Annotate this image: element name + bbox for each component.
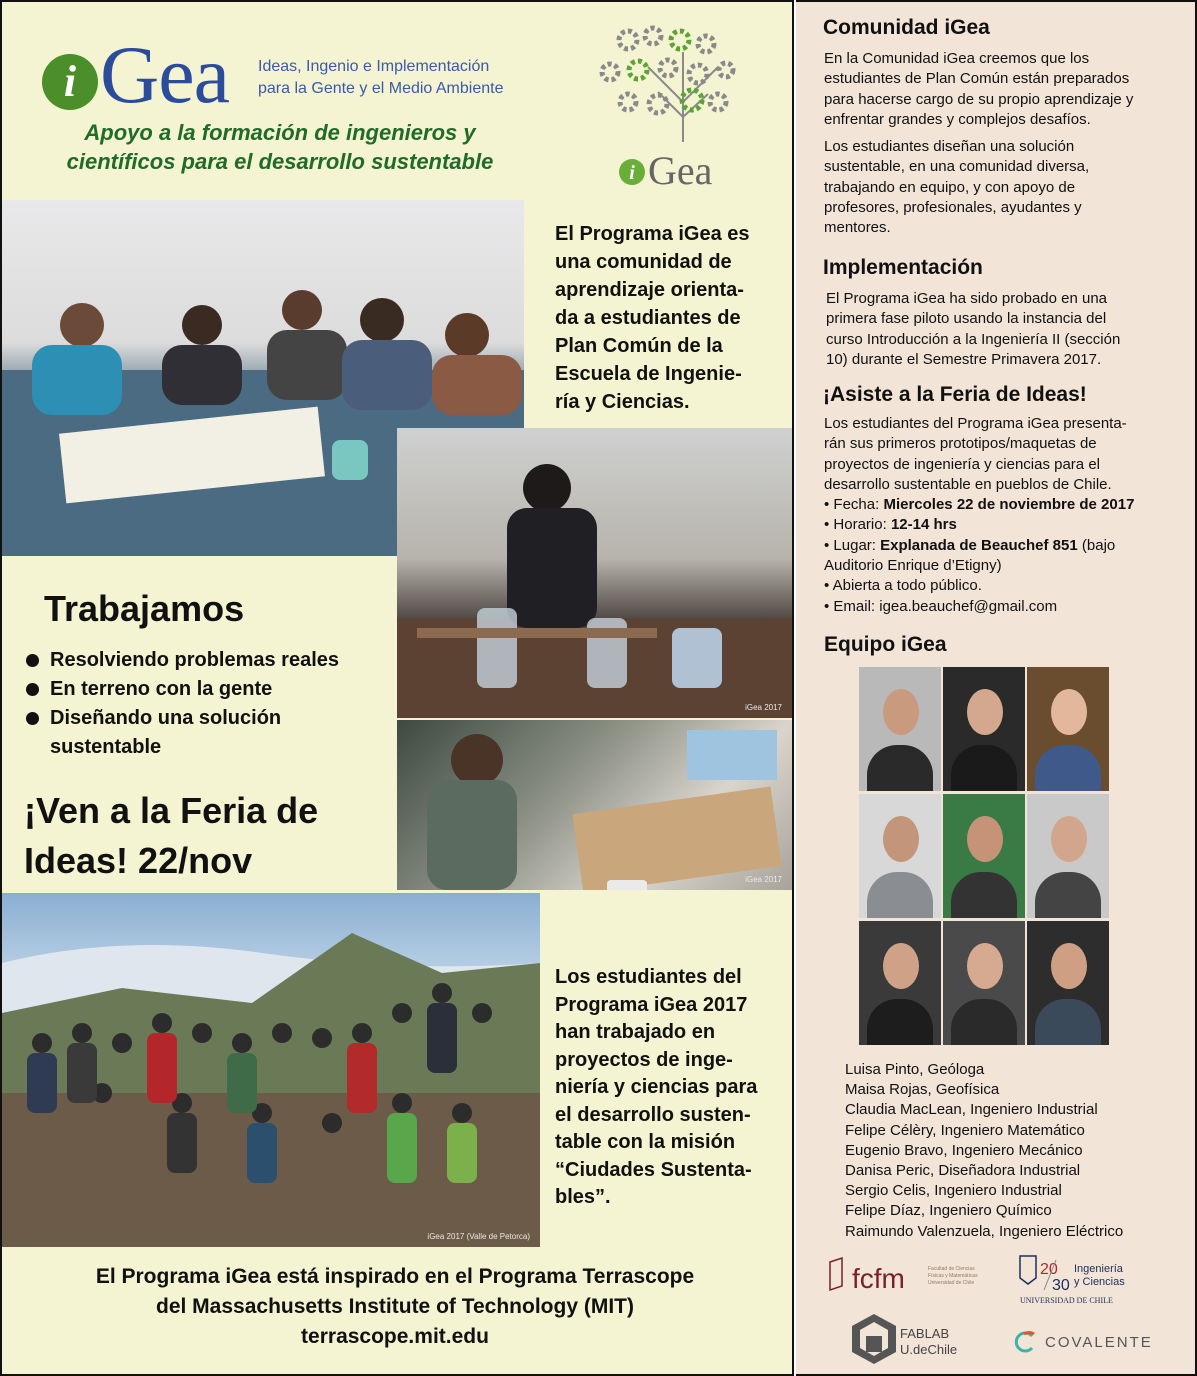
photo-student-model — [397, 720, 792, 890]
logo-tagline — [258, 56, 518, 100]
portrait — [859, 667, 941, 791]
portrait — [1027, 667, 1109, 791]
tagline-line-2: para la Gente y el Medio Ambiente — [258, 80, 504, 97]
svg-text:FABLAB: FABLAB — [900, 1326, 950, 1341]
comunidad-paragraph-1 — [824, 49, 1180, 130]
svg-text:i: i — [629, 162, 635, 184]
students-line: bles”. — [555, 1186, 611, 1208]
photo-student-water-filter — [397, 428, 792, 718]
team-member: Raimundo Valenzuela, Ingeniero Eléctrico — [845, 1222, 1124, 1240]
students-line: han trabajado en — [555, 1021, 716, 1043]
trabajamos-title: Trabajamos — [44, 588, 245, 629]
headline-line-1: Apoyo a la formación de ingenieros y — [84, 120, 476, 145]
portrait — [943, 794, 1025, 918]
sponsor-logos-image — [820, 1248, 1180, 1368]
ven-feria-callout — [24, 786, 394, 886]
fecha-label: • Fecha: — [824, 496, 884, 514]
students-line: Programa iGea 2017 — [555, 993, 748, 1016]
headline — [20, 118, 540, 176]
svg-text:y Ciencias: y Ciencias — [1074, 1276, 1125, 1288]
comunidad-title: Comunidad iGea — [823, 16, 990, 39]
comunidad-paragraph-2 — [824, 137, 1180, 238]
footer-line-1: El Programa iGea está inspirado en el Programa Terrascope — [95, 1265, 695, 1288]
students-line: “Ciudades Sustenta- — [555, 1158, 752, 1181]
team-member: Eugenio Bravo, Ingeniero Mecánico — [845, 1141, 1083, 1159]
intro-line: aprendizaje orienta- — [555, 279, 744, 301]
svg-text:fcfm: fcfm — [852, 1263, 905, 1294]
implementacion-paragraph — [826, 289, 1182, 370]
photo-group-petorca — [2, 893, 540, 1247]
team-member: Maisa Rojas, Geofísica — [845, 1081, 1000, 1099]
footer-line-2: del Massachusetts Institute of Technology (MIT) — [156, 1295, 634, 1318]
implementacion-line: primera fase piloto usando la instancia del — [826, 310, 1107, 328]
ven-line-1: ¡Ven a la Feria de — [24, 790, 319, 831]
students-line: el desarrollo susten- — [555, 1103, 751, 1126]
footer-mit — [10, 1262, 780, 1352]
intro-line: ría y Ciencias. — [555, 391, 690, 413]
intro-line: Escuela de Ingenie- — [555, 363, 742, 385]
lugar-rest-2: Auditorio Enrique d’Etigny) — [824, 557, 1002, 575]
svg-text:20: 20 — [1040, 1261, 1058, 1278]
horario-value: 12-14 hrs — [890, 516, 957, 534]
trabajamos-list — [24, 646, 394, 762]
feria-title: ¡Asiste a la Feria de Ideas! — [823, 383, 1087, 406]
students-text — [555, 964, 787, 1212]
fcfm-logo — [830, 1258, 978, 1294]
comunidad-line: sustentable, en una comunidad diversa, — [824, 158, 1090, 176]
igea-logo — [40, 28, 510, 120]
portrait — [943, 667, 1025, 791]
trabajamos-item — [24, 704, 394, 762]
team-portraits — [859, 667, 1110, 1048]
portrait — [859, 794, 941, 918]
svg-text:Gea: Gea — [648, 148, 713, 193]
svg-text:Universidad de Chile: Universidad de Chile — [928, 1280, 975, 1286]
feria-paragraph — [824, 414, 1186, 617]
lugar-value: Explanada de Beauchef 851 — [880, 536, 1078, 554]
portrait — [1027, 794, 1109, 918]
gear-tree-icon — [588, 22, 768, 198]
students-line: table con la misión — [555, 1131, 736, 1153]
terrascope-link[interactable]: terrascope.mit.edu — [301, 1325, 489, 1348]
feria-fecha — [824, 495, 1186, 515]
students-line: proyectos de inge- — [555, 1048, 733, 1071]
team-member-list — [845, 1060, 1123, 1242]
comunidad-line: mentores. — [824, 219, 891, 237]
lugar-rest: (bajo — [1077, 536, 1116, 554]
students-line: Los estudiantes del — [555, 966, 742, 988]
intro-text — [555, 220, 787, 416]
fablab-logo — [852, 1314, 957, 1364]
photo-group-image — [2, 893, 540, 1247]
feria-line: Los estudiantes del Programa iGea presenta- — [824, 415, 1127, 432]
trabajamos-item-text: sustentable — [50, 736, 162, 758]
sponsor-logos — [820, 1248, 1180, 1368]
team-member: Felipe Díaz, Ingeniero Químico — [845, 1202, 1052, 1220]
covalente-logo — [1016, 1332, 1152, 1351]
feria-email[interactable]: • Email: igea.beauchef@gmail.com — [824, 597, 1058, 615]
feria-horario — [824, 515, 1186, 535]
students-line: niería y ciencias para — [555, 1076, 758, 1098]
intro-line: Plan Común de la — [555, 335, 723, 357]
intro-line: El Programa iGea es — [555, 223, 750, 245]
photo-caption: iGea 2017 (Valle de Petorca) — [427, 1232, 530, 1241]
lugar-label: • Lugar: — [824, 536, 881, 554]
implementacion-line: 10) durante el Semestre Primavera 2017. — [826, 350, 1102, 368]
photo-model-image — [397, 720, 792, 890]
feria-abierta: • Abierta a todo público. — [824, 577, 982, 595]
fecha-value: Miercoles 22 de noviembre de 2017 — [883, 496, 1135, 514]
team-member: Luisa Pinto, Geóloga — [845, 1061, 985, 1078]
svg-text:Facultad de Ciencias: Facultad de Ciencias — [928, 1266, 975, 1272]
feria-line: rán sus primeros prototipos/maquetas de — [824, 435, 1097, 453]
svg-text:COVALENTE: COVALENTE — [1045, 1334, 1153, 1351]
team-member: Sergio Celis, Ingeniero Industrial — [845, 1182, 1062, 1200]
feria-line: desarrollo sustentable en pueblos de Chile. — [824, 475, 1112, 493]
photo-caption: iGea 2017 — [745, 703, 782, 712]
photo-caption: iGea 2017 — [745, 875, 782, 884]
svg-text:30: 30 — [1052, 1277, 1070, 1294]
ven-line-2: Ideas! 22/nov — [24, 840, 253, 881]
comunidad-line: trabajando en equipo, y con apoyo de — [824, 178, 1076, 196]
trabajamos-item-text: Diseñando una solución — [50, 707, 282, 729]
logo-i-mark: i — [42, 54, 98, 110]
portrait — [1027, 921, 1109, 1045]
trabajamos-item: Resolviendo problemas reales — [24, 646, 394, 675]
gear-tree-logo — [588, 22, 768, 198]
svg-text:Ingeniería: Ingeniería — [1074, 1263, 1123, 1275]
comunidad-line: En la Comunidad iGea creemos que los — [824, 50, 1090, 67]
comunidad-line: estudiantes de Plan Común están preparados — [824, 70, 1130, 88]
photo-water-filter-image — [397, 428, 792, 718]
implementacion-line: curso Introducción a la Ingeniería II (sección — [826, 330, 1121, 348]
svg-text:Físicas y Matemáticas: Físicas y Matemáticas — [928, 1273, 978, 1279]
intro-line: una comunidad de — [555, 251, 732, 273]
team-member: Danisa Peric, Diseñadora Industrial — [845, 1162, 1081, 1180]
equipo-title: Equipo iGea — [824, 633, 947, 656]
comunidad-line: enfrentar grandes y complejos desafíos. — [824, 110, 1091, 128]
tagline-line-1: Ideas, Ingenio e Implementación — [258, 58, 490, 75]
comunidad-line: profesores, profesionales, ayudantes y — [824, 198, 1082, 216]
headline-line-2: científicos para el desarrollo sustentable — [66, 149, 494, 174]
comunidad-line: Los estudiantes diseñan una solución — [824, 138, 1075, 155]
team-member: Claudia MacLean, Ingeniero Industrial — [845, 1101, 1098, 1119]
team-member: Felipe Célèry, Ingeniero Matemático — [845, 1121, 1085, 1139]
logo-gea-text: Gea — [100, 29, 230, 120]
implementacion-title: Implementación — [823, 256, 983, 279]
intro-line: da a estudiantes de — [555, 307, 741, 329]
feria-line: proyectos de ingeniería y ciencias para el — [824, 455, 1100, 473]
implementacion-line: El Programa iGea ha sido probado en una — [826, 290, 1108, 307]
horario-label: • Horario: — [824, 516, 891, 534]
feria-lugar — [824, 536, 1186, 556]
comunidad-line: para hacerse cargo de su propio aprendizaje y — [824, 90, 1134, 108]
portrait — [859, 921, 941, 1045]
ingenieria-2030-logo — [1020, 1256, 1125, 1305]
trabajamos-item: En terreno con la gente — [24, 675, 394, 704]
portrait — [943, 921, 1025, 1045]
svg-text:UNIVERSIDAD DE CHILE: UNIVERSIDAD DE CHILE — [1020, 1296, 1113, 1305]
svg-text:U.deChile: U.deChile — [900, 1342, 958, 1357]
